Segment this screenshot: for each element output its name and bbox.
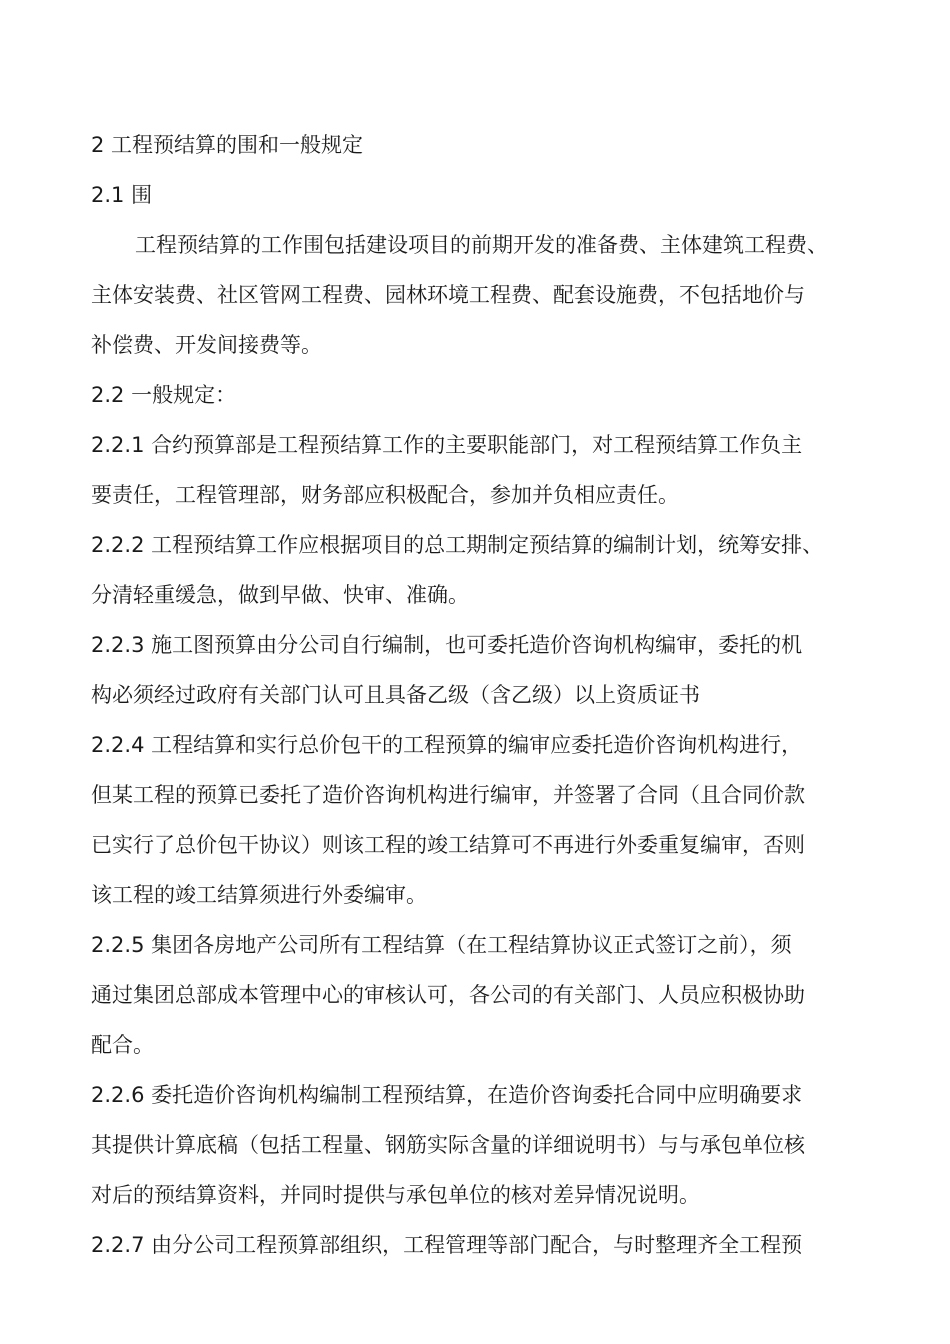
clause-line: 2.2.4 工程结算和实行总价包干的工程预算的编审应委托造价咨询机构进行， (91, 733, 803, 757)
paragraph-line: 工程预结算的工作围包括建设项目的前期开发的准备费、主体建筑工程费、 (135, 233, 828, 257)
clause-line: 2.2.5 集团各房地产公司所有工程结算（在工程结算协议正式签订之前），须 (91, 933, 792, 957)
clause-line: 对后的预结算资料，并同时提供与承包单位的核对差异情况说明。 (91, 1183, 700, 1207)
clause-line: 通过集团总部成本管理中心的审核认可，各公司的有关部门、人员应积极协助 (91, 983, 805, 1007)
subsection-heading: 2.2 一般规定： (91, 383, 237, 407)
clause-line: 但某工程的预算已委托了造价咨询机构进行编审，并签署了合同（且合同价款 (91, 783, 805, 807)
clause-line: 该工程的竣工结算须进行外委编审。 (91, 883, 427, 907)
clause-line: 2.2.1 合约预算部是工程预结算工作的主要职能部门，对工程预结算工作负主 (91, 433, 803, 457)
section-heading: 2 工程预结算的围和一般规定 (91, 133, 364, 157)
clause-line: 2.2.6 委托造价咨询机构编制工程预结算，在造价咨询委托合同中应明确要求 (91, 1083, 803, 1107)
paragraph-line: 补偿费、开发间接费等。 (91, 333, 322, 357)
clause-line: 要责任，工程管理部，财务部应积极配合，参加并负相应责任。 (91, 483, 679, 507)
clause-line: 配合。 (91, 1033, 154, 1057)
clause-line: 2.2.7 由分公司工程预算部组织，工程管理等部门配合，与时整理齐全工程预 (91, 1233, 803, 1257)
document-body (91, 120, 871, 1270)
clause-line: 2.2.2 工程预结算工作应根据项目的总工期制定预结算的编制计划，统筹安排、 (91, 533, 824, 557)
clause-line: 2.2.3 施工图预算由分公司自行编制，也可委托造价咨询机构编审，委托的机 (91, 633, 803, 657)
clause-line: 已实行了总价包干协议）则该工程的竣工结算可不再进行外委重复编审，否则 (91, 833, 805, 857)
paragraph-line: 主体安装费、社区管网工程费、园林环境工程费、配套设施费，不包括地价与 (91, 283, 805, 307)
clause-line: 其提供计算底稿（包括工程量、钢筋实际含量的详细说明书）与与承包单位核 (91, 1133, 805, 1157)
subsection-heading: 2.1 围 (91, 183, 153, 207)
clause-line: 构必须经过政府有关部门认可且具备乙级（含乙级）以上资质证书 (91, 683, 700, 707)
clause-line: 分清轻重缓急，做到早做、快审、准确。 (91, 583, 469, 607)
